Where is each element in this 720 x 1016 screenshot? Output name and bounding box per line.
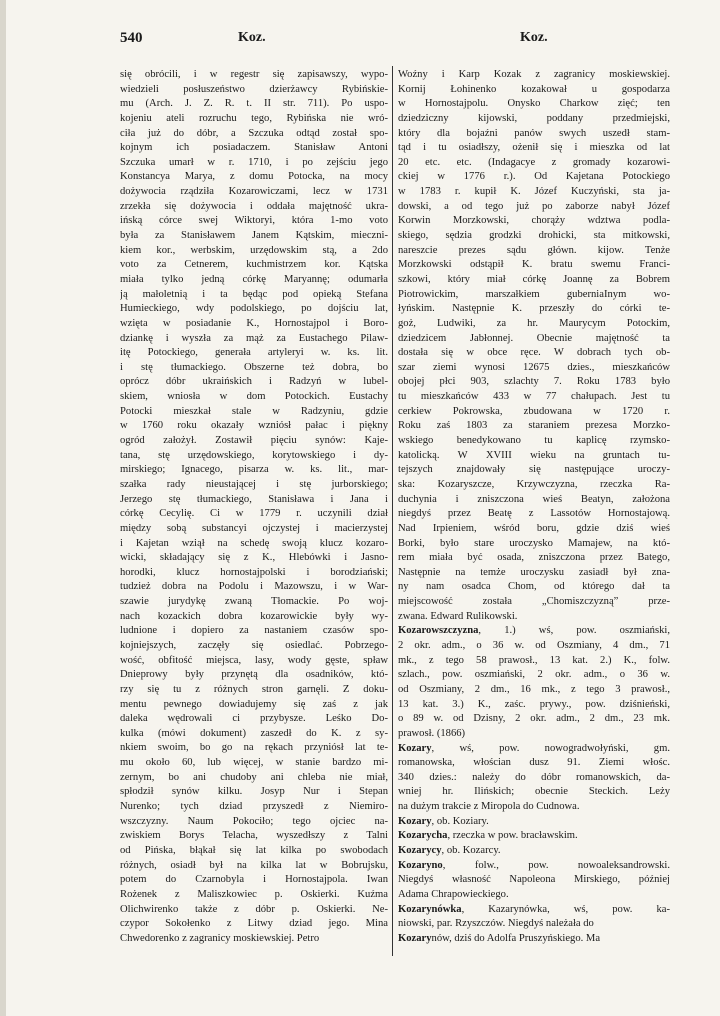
- text-line: katolicką. W XVIII wieku na gruntach tu-: [398, 449, 670, 461]
- text-line: miejscowość została „Chomiszczyzną” prze-: [398, 596, 670, 608]
- text-line: Jerzego stę tłumackiego, Stanisława i Jana i: [120, 493, 388, 505]
- text-line: skiem, wniosła w dom Potockich. Eustachy: [120, 391, 388, 403]
- text-line: ckiej w 1776 r.). Od Kajetana Potockiego: [398, 171, 670, 183]
- text-line: horodki, klucz hornostajpolski i borodziański;: [120, 566, 388, 578]
- text-line: się obrócili, i w regestr się zapisawszy, wypo-: [120, 69, 388, 80]
- text-line: kiem kor., werbskim, urzędowskim stą, a 2do: [120, 244, 388, 256]
- text-line: różnych, osiadł był na kilka lat w Bobrujsku,: [120, 859, 388, 871]
- text-line: niegdyś przez Beatę z Lassotów Hornostajową.: [398, 508, 670, 520]
- text-line: skiego, sędzia grodzki drohicki, sta mitkowski,: [398, 230, 670, 242]
- text-line: szlach., pow. oszmiański, 2 okr. adm., o 36 w.: [398, 669, 670, 681]
- text-line: w 1760 roku okazały wzniósł pałac i piękny: [120, 420, 388, 432]
- text-line: łyńskim. Następnie K. przeszły do córki te-: [398, 303, 670, 315]
- text-line: Kozarynówka, Kazarynówka, wś, pow. ka-: [398, 903, 670, 915]
- text-line: Niegdyś własność Napoleona Mirskiego, później: [398, 874, 670, 886]
- text-line: o 89 w. od Dzisny, 2 okr. adm., 2 dm., 23 mk.: [398, 713, 670, 725]
- page-spine: [0, 0, 6, 1016]
- text-line: mirskiego; Ignacego, pisarza w. ks. lit., mar-: [120, 464, 388, 476]
- text-line: Kornij Łohinenko kozakował u gospodarza: [398, 83, 670, 95]
- text-line: ludnione i dopiero za nastaniem czasów spo-: [120, 625, 388, 637]
- right-running-head: Koz.: [520, 30, 548, 45]
- text-line: Następnie na temże uroczysku zasiadł był zna-: [398, 566, 670, 578]
- text-line: mk., z tego 58 prawosł., 13 kat. 2.) K., folw.: [398, 654, 670, 666]
- text-line: kojniejszych, zaczęły się osiedlać. Pobrzego-: [120, 639, 388, 651]
- text-line: rem miała być osada, zniszczona przez Batego,: [398, 552, 670, 564]
- left-running-head: Koz.: [238, 30, 266, 45]
- text-line: ska: Kozaryszcze, Krzywczyzna, rzeczka Ra-: [398, 478, 670, 490]
- text-line: tąd i tu osiadłszy, ożenił się i mieszka od lat: [398, 142, 670, 154]
- text-line: romanowska, włościan dusz 91. Ziemi włośc.: [398, 757, 670, 769]
- text-line: szałka rady nieustającej i stę jurborskiego;: [120, 478, 388, 490]
- text-line: mu (Arch. J. Z. R. t. II str. 711). Po uspo-: [120, 98, 388, 110]
- entry-headword: Kozary: [398, 932, 432, 944]
- text-line: Nurenko; tych dziad przyszedł z Niemiro-: [120, 801, 388, 813]
- text-line: i Kajetan wziął na schedę swoją klucz kozaro-: [120, 537, 388, 549]
- text-line: zrzekła się dożywocia i oddała majętność ukra-: [120, 200, 388, 212]
- column-divider: [392, 66, 393, 956]
- text-line: szar ziemi wynosi 12675 dzies., mieszkańców: [398, 361, 670, 373]
- text-line: Kozary, ob. Koziary.: [398, 815, 489, 827]
- text-line: Kozarycha, rzeczka w pow. bracławskim.: [398, 830, 578, 842]
- text-line: Olichwirenko także z dóbr p. Oskierki. Ne-: [120, 903, 388, 915]
- text-line: 20 etc. etc. (Indagacye z gromady kozarowi-: [398, 156, 670, 168]
- text-line: kojeniu ateli rozruchu tego, Rybińska nie wró-: [120, 112, 388, 124]
- text-line: Potocki mieszkał stale w Radzyniu, gdzie: [120, 405, 388, 417]
- text-line: Dnieprowy były przynętą dla osadników, któ-: [120, 669, 388, 681]
- text-line: od Pińska, błąkał się lat kilka po swobodach: [120, 844, 388, 856]
- text-line: dziedzicem Jabłonnej. Obecnie majętność ta: [398, 332, 670, 344]
- text-line: ińską córce swej Wiktoryi, która 1-mo voto: [120, 215, 388, 227]
- text-line: Kozarycy, ob. Kozarcy.: [398, 845, 501, 857]
- text-line: miała tylko jedną córkę Maryannę; odumarła: [120, 273, 388, 285]
- text-line: nareszcie prezes sądu główn. kijow. Tenże: [398, 244, 670, 256]
- text-line: Kozarowszczyzna, 1.) wś, pow. oszmiański,: [398, 625, 670, 637]
- text-line: prawosł. (1866): [398, 727, 466, 739]
- text-line: wszczyzny. Naum Pokociło; tego ojciec na-: [120, 815, 388, 827]
- text-line: Kozaryno, folw., pow. nowoaleksandrowski.: [398, 859, 670, 871]
- entry-headword: Kozary: [398, 742, 432, 754]
- text-line: Szczuka umarł w r. 1710, i po zejściu jego: [120, 156, 388, 168]
- text-line: itę Potockiego, generała artyleryi w. ks. lit.: [120, 347, 388, 359]
- text-line: dziankę i wyszła za mąż za Eustachego Pilaw-: [120, 332, 388, 344]
- text-line: Rożenek z Maliszkowiec p. Oskierki. Kuźma: [120, 888, 388, 900]
- text-line: wskiego benedykowano tu kaplicę rzymsko-: [398, 435, 670, 447]
- text-line: wicki, składający się z K., Hlebówki i Jasno-: [120, 552, 388, 564]
- text-line: mentu pewnego dowiadujemy się zaś z jak: [120, 698, 388, 710]
- text-line: Nad Irpieniem, wśród boru, gdzie dziś wieś: [398, 522, 670, 534]
- text-line: niowski, par. Rzyszczów. Niegdyś należała do: [398, 918, 594, 930]
- text-line: 340 dzies.: należy do dóbr romanowskich, da-: [398, 771, 670, 783]
- text-line: 13 kat. 3.) K., zaśc. prywy., pow. dziśnieński,: [398, 698, 670, 710]
- page-number: 540: [120, 30, 143, 46]
- text-line: Chwedorenko z zagranicy moskiewskiej. Petro: [120, 932, 320, 944]
- text-line: ny nam osadca Chom, od którego dał ta: [398, 581, 670, 593]
- text-line: w 1783 r. kupił K. Józef Kuczyński, sta ja-: [398, 186, 670, 198]
- text-line: spłodził synów kilku. Josyp Nur i Stepan: [120, 786, 388, 798]
- text-line: nach kozackich dobra kozarowickie były wy-: [120, 610, 388, 622]
- entry-headword: Kozarynówka: [398, 903, 462, 915]
- text-line: daleka wędrowali ci przybysze. Leśko Do-: [120, 713, 388, 725]
- text-line: i stę tłumackiego. Obszerne też dobra, bo: [120, 361, 388, 373]
- text-line: szawie jurydykę zwaną Tłomackie. Po woj-: [120, 596, 388, 608]
- text-line: tu mieszkańców 433 w 77 chałupach. Jest tu: [398, 391, 670, 403]
- text-line: mu około 60, lub więcej, w stanie bardzo mi-: [120, 757, 388, 769]
- text-line: dostała się w obce ręce. W dobrach tych ob-: [398, 347, 670, 359]
- text-line: potem do Czarnobyla i Hornostajpola. Iwan: [120, 874, 388, 886]
- text-line: córkę Cecylię. Ci w 1779 r. uczynili dział: [120, 508, 388, 520]
- text-line: tudzież dobra na Podolu i Mazowszu, i w War-: [120, 581, 388, 593]
- text-line: ją małoletnią i ta będąc pod opieką Stefana: [120, 288, 388, 300]
- text-line: dziedziczny kijowski, poddany przedmiejski,: [398, 112, 670, 124]
- text-line: wość, obfitość miejsca, lasy, wody gęste, spław: [120, 654, 388, 666]
- text-line: rzy się tu z różnych stron garnęli. Z doku-: [120, 683, 388, 695]
- text-line: od Oszmiany, 2 dm., 16 mk., z tego 3 prawosł.,: [398, 683, 670, 695]
- text-line: tejszych znajdowały się następujące uroczy-: [398, 464, 670, 476]
- text-line: w Hornostajpolu. Onysko Charkow zięć; ten: [398, 98, 670, 110]
- text-line: ogród założył. Zostawił pięciu synów: Kaje-: [120, 435, 388, 447]
- text-line: zwiskiem Borys Telacha, wyszedłszy z Talni: [120, 830, 388, 842]
- entry-headword: Kozarowszczyzna: [398, 625, 479, 637]
- text-line: ciła już do dóbr, a Szczuka odtąd został spo-: [120, 127, 388, 139]
- text-line: oprócz dóbr ukraińskich i Radzyń w lubel-: [120, 376, 388, 388]
- text-line: duchynia i zniszczona wieś Beatyn, założona: [398, 493, 670, 505]
- text-line: nkiem swoim, bo go na rękach przyniósł lat te-: [120, 742, 388, 754]
- right-column: [398, 68, 670, 958]
- text-line: szkowi, który miał córkę Joannę za Bobrem: [398, 273, 670, 285]
- text-line: była za Stanisławem Janem Kątskim, mieczni-: [120, 230, 388, 242]
- entry-headword: Kozarycha: [398, 830, 448, 842]
- text-line: kojnym ich posiadaczem. Stanisław Antoni: [120, 142, 388, 154]
- text-line: Adama Chrapowieckiego.: [398, 888, 509, 900]
- text-line: Roku zaś 1803 za staraniem prezesa Morzko-: [398, 420, 670, 432]
- text-line: tana, stę urzędowskiego, korytowskiego i dy-: [120, 449, 388, 461]
- text-line: Piotrowickim, marszałkiem guberniaInym wo-: [398, 288, 670, 300]
- left-column: [120, 68, 388, 958]
- entry-headword: Kozarycy: [398, 845, 442, 857]
- text-line: Humieckiego, wdy podolskiego, po dojściu lat,: [120, 303, 388, 315]
- text-line: Korwin Morzkowski, chorąży wdztwa podla-: [398, 215, 670, 227]
- text-line: wzięta w posiadanie K., Hornostajpol i Boro-: [120, 317, 388, 329]
- text-line: 2 okr. adm., o 36 w. od Oszmiany, 4 dm., 71: [398, 640, 670, 651]
- page-header: [120, 30, 680, 54]
- entry-headword: Kozaryno: [398, 859, 443, 871]
- text-line: Kozarynów, dziś do Adolfa Pruszyńskiego. Ma: [398, 932, 601, 944]
- text-line: cerkiew Pokrowska, zbudowana w 1720 r.: [398, 405, 670, 417]
- text-line: goż, Ludwiki, za hr. Maurycym Potockim,: [398, 317, 670, 329]
- text-line: który dla bojaźni panów swych uszedł stam-: [398, 127, 670, 139]
- text-line: na dużym trakcie z Miropola do Cudnowa.: [398, 801, 580, 813]
- text-line: między sobą substancyi ojczystej i macierzystej: [120, 522, 388, 534]
- text-line: Woźny i Karp Kozak z zagranicy moskiewskiej.: [398, 69, 670, 80]
- text-line: dożywocia rządziła Kozarowiczami, lecz w 1731: [120, 186, 388, 198]
- entry-headword: Kozary: [398, 815, 432, 827]
- text-line: zernym, bo ani chudoby ani chleba nie miał,: [120, 771, 388, 783]
- text-line: obojej płci 903, szlachty 7. Roku 1783 było: [398, 376, 670, 388]
- text-line: kulka (mówi dokument) zaszedł do K. z sy-: [120, 727, 388, 739]
- text-line: wniej hr. Ilińskich; obecnie Steckich. Leży: [398, 786, 670, 798]
- text-line: Borki, było stare uroczysko Mamajew, na któ-: [398, 537, 670, 549]
- text-line: wiedzieli posłuszeństwo dzierżawcy Rybińskie-: [120, 83, 388, 95]
- text-line: Morzkowski odstąpił K. bratu swemu Franci-: [398, 259, 670, 271]
- text-line: voto za Cetnerem, kuchmistrzem kor. Kątska: [120, 259, 388, 271]
- text-line: zwana. Edward Rulikowski.: [398, 610, 518, 622]
- text-line: dowski, a od tego już po zaborze nabył Józef: [398, 200, 670, 212]
- text-line: Konstancya Marya, z domu Potocka, na mocy: [120, 171, 388, 183]
- text-line: czypor Sokołenko z Litwy dziad jego. Mina: [120, 918, 388, 930]
- text-line: Kozary, wś, pow. nowogradwołyński, gm.: [398, 742, 670, 754]
